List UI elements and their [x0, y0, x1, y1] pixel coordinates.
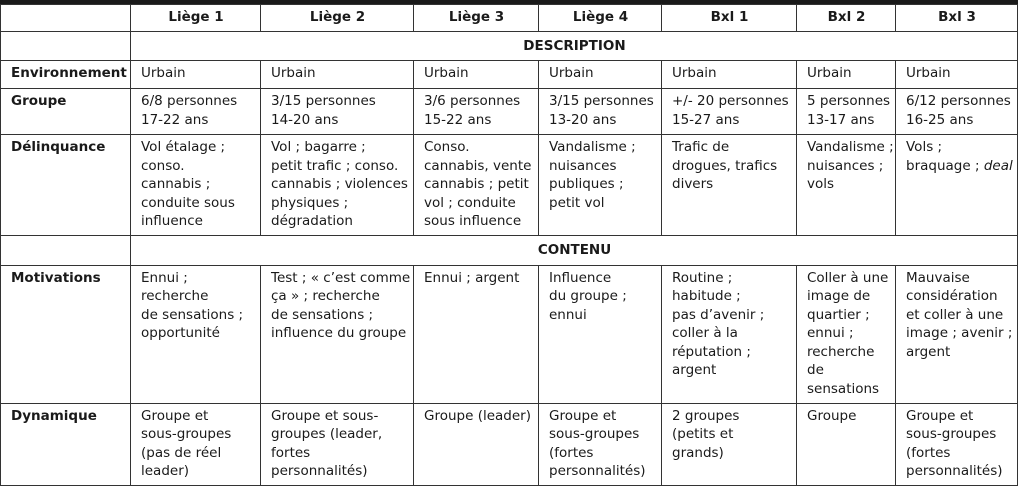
cell-line: influence: [141, 213, 203, 229]
cell-dynamique-liege-3: [414, 403, 539, 485]
cell-line: argent: [672, 362, 717, 378]
cell-line: publiques ;: [549, 176, 624, 192]
cell-environnement-liege-1: [131, 61, 261, 89]
cell-line: personnalités): [271, 463, 368, 479]
cell-line: Urbain: [672, 65, 717, 81]
cell-dynamique-bxl-1: [662, 403, 797, 485]
cell-delinquance-liege-3: [414, 135, 539, 236]
cell-line: sensations: [807, 380, 880, 397]
table-row: [1, 135, 1018, 236]
cell-line: sous influence: [424, 213, 522, 229]
cell-line: personnalités): [906, 463, 1003, 479]
cell-line: petit vol: [549, 194, 605, 211]
cell-line: coller à la: [672, 325, 738, 341]
cell-line: réputation ;: [672, 343, 751, 360]
row-header-groupe: Groupe: [1, 89, 131, 135]
cell-motivations-liege-1: [131, 265, 261, 403]
cell-dynamique-liege-4: [539, 403, 662, 485]
cell-line: du groupe ;: [549, 288, 627, 304]
cell-line: 16-25 ans: [906, 111, 974, 128]
table-row: [1, 61, 1018, 89]
cell-dynamique-liege-2: [261, 403, 414, 485]
cell-delinquance-liege-4: [539, 135, 662, 236]
cell-line: influence du groupe: [271, 325, 407, 341]
cell-line: ennui: [549, 306, 587, 323]
cell-line: de sensations ;: [271, 306, 374, 323]
corner-cell: [1, 5, 131, 32]
cell-groupe-liege-2: [261, 89, 414, 135]
cell-line: sous-groupes: [906, 426, 997, 442]
col-header-liege-3: Liège 3: [414, 5, 539, 32]
cell-line: 3/15 personnes: [271, 93, 376, 109]
cell-delinquance-liege-2: [261, 135, 414, 236]
cell-line: Groupe et: [141, 407, 209, 424]
cell-line: vols: [807, 176, 835, 192]
cell-line: divers: [672, 176, 714, 192]
cell-line: Groupe: [807, 407, 857, 424]
cell-line: 15-22 ans: [424, 111, 492, 128]
cell-line: Vandalisme ;: [549, 139, 636, 155]
cell-line: opportunité: [141, 325, 220, 341]
cell-line: argent: [906, 343, 951, 360]
cell-line: cannabis ; violences: [271, 176, 408, 192]
col-header-bxl-1: Bxl 1: [662, 5, 797, 32]
cell-line: cannabis ; petit: [424, 176, 529, 192]
section-spacer: [1, 31, 131, 61]
cell-line: leader): [141, 463, 190, 479]
cell-line: Routine ;: [672, 269, 733, 286]
cell-line: [906, 157, 1013, 176]
cell-motivations-liege-4: [539, 265, 662, 403]
section-title-contenu: CONTENU: [131, 236, 1018, 266]
cell-line: physiques ;: [271, 194, 349, 211]
cell-line: cannabis ;: [141, 176, 211, 192]
row-header-dynamique: Dynamique: [1, 403, 131, 485]
cell-line: Vols ;: [906, 139, 943, 155]
cell-line: Vandalisme ;: [807, 139, 894, 155]
cell-line: Urbain: [141, 65, 186, 81]
cell-line: de: [807, 362, 824, 378]
cell-groupe-bxl-3: [896, 89, 1018, 135]
cell-line: Vol étalage ;: [141, 139, 226, 155]
col-header-liege-2: Liège 2: [261, 5, 414, 32]
cell-line: Conso.: [424, 139, 470, 155]
cell-line: cannabis, vente: [424, 157, 532, 174]
cell-environnement-bxl-3: [896, 61, 1018, 89]
cell-line: 15-27 ans: [672, 111, 740, 128]
cell-line-part: braquage ;: [906, 157, 980, 174]
cell-line: petit trafic ; conso.: [271, 157, 399, 174]
cell-line: ennui ;: [807, 325, 854, 341]
section-row-contenu: [1, 236, 1018, 266]
cell-line: +/- 20 personnes: [672, 93, 789, 109]
cell-line: personnalités): [549, 463, 646, 479]
cell-delinquance-liege-1: [131, 135, 261, 236]
cell-line: Vol ; bagarre ;: [271, 139, 366, 155]
cell-line: grands): [672, 444, 724, 461]
col-header-bxl-2: Bxl 2: [797, 5, 896, 32]
cell-environnement-bxl-1: [662, 61, 797, 89]
cell-delinquance-bxl-1: [662, 135, 797, 236]
cell-line: Influence: [549, 269, 612, 286]
section-title-description: DESCRIPTION: [131, 31, 1018, 61]
cell-line: 5 personnes: [807, 93, 891, 109]
cell-line: fortes: [271, 444, 311, 461]
cell-line: Ennui ; argent: [424, 269, 520, 286]
cell-line: Groupe (leader): [424, 407, 531, 424]
cell-line: considération: [906, 288, 998, 304]
cell-motivations-bxl-2: [797, 265, 896, 403]
cell-line: 3/15 personnes: [549, 93, 654, 109]
cell-line: et coller à une: [906, 306, 1004, 323]
cell-environnement-liege-2: [261, 61, 414, 89]
cell-line: 13-20 ans: [549, 111, 617, 128]
cell-groupe-liege-1: [131, 89, 261, 135]
cell-line: Urbain: [271, 65, 316, 81]
cell-line: Ennui ;: [141, 269, 188, 286]
cell-line: (fortes: [549, 444, 594, 461]
cell-line: conso.: [141, 157, 185, 174]
cell-line: Groupe et: [906, 407, 974, 424]
cell-line: 6/8 personnes: [141, 93, 238, 109]
cell-line: Urbain: [906, 65, 951, 81]
cell-line: Groupe et sous-: [271, 407, 379, 424]
cell-line: Urbain: [807, 65, 852, 81]
cell-line: drogues, trafics: [672, 157, 778, 174]
row-header-delinquance: Délinquance: [1, 135, 131, 236]
cell-line: Groupe et: [549, 407, 617, 424]
cell-line: groupes (leader,: [271, 426, 383, 442]
cell-line: dégradation: [271, 213, 353, 229]
cell-line: vol ; conduite: [424, 194, 516, 211]
cell-environnement-liege-3: [414, 61, 539, 89]
cell-motivations-liege-3: [414, 265, 539, 403]
cell-line: Coller à une: [807, 269, 889, 286]
cell-line: sous-groupes: [141, 426, 232, 442]
section-spacer: [1, 236, 131, 266]
cell-line: image ; avenir ;: [906, 325, 1013, 341]
cell-line: ça » ; recherche: [271, 288, 380, 304]
cell-line: nuisances ;: [807, 157, 884, 174]
cell-environnement-liege-4: [539, 61, 662, 89]
cell-line: Urbain: [424, 65, 469, 81]
cell-dynamique-bxl-3: [896, 403, 1018, 485]
section-row-description: [1, 31, 1018, 61]
table-row: [1, 403, 1018, 485]
row-header-environnement: Environnement: [1, 61, 131, 89]
cell-line: 14-20 ans: [271, 111, 339, 128]
cell-line: image de: [807, 288, 871, 304]
cell-motivations-liege-2: [261, 265, 414, 403]
cell-motivations-bxl-1: [662, 265, 797, 403]
cell-dynamique-bxl-2: [797, 403, 896, 485]
cell-line: (petits et: [672, 426, 734, 442]
cell-line: quartier ;: [807, 306, 870, 323]
header-row: [1, 5, 1018, 32]
cell-line: Test ; « c’est comme: [271, 269, 411, 286]
cell-line: Urbain: [549, 65, 594, 81]
cell-line: sous-groupes: [549, 426, 640, 442]
cell-line: recherche: [141, 288, 209, 304]
cell-delinquance-bxl-2: [797, 135, 896, 236]
cell-line: 17-22 ans: [141, 111, 209, 128]
cell-line: 2 groupes: [672, 407, 740, 424]
table-row: [1, 89, 1018, 135]
cell-line: pas d’avenir ;: [672, 306, 765, 323]
cell-line: 13-17 ans: [807, 111, 875, 128]
cell-line: Trafic de: [672, 139, 730, 155]
comparison-table: [0, 4, 1018, 486]
cell-line: nuisances: [549, 157, 617, 174]
cell-line-part-italic: deal: [983, 157, 1013, 174]
cell-delinquance-bxl-3: [896, 135, 1018, 236]
cell-groupe-liege-4: [539, 89, 662, 135]
col-header-liege-4: Liège 4: [539, 5, 662, 32]
col-header-liege-1: Liège 1: [131, 5, 261, 32]
cell-line: habitude ;: [672, 288, 741, 304]
cell-environnement-bxl-2: [797, 61, 896, 89]
col-header-bxl-3: Bxl 3: [896, 5, 1018, 32]
cell-line: Mauvaise: [906, 269, 970, 286]
cell-line: (fortes: [906, 444, 951, 461]
table-row: [1, 265, 1018, 403]
cell-motivations-bxl-3: [896, 265, 1018, 403]
cell-line: recherche: [807, 343, 875, 360]
cell-groupe-bxl-2: [797, 89, 896, 135]
cell-dynamique-liege-1: [131, 403, 261, 485]
cell-line: conduite sous: [141, 194, 235, 211]
cell-line: (pas de réel: [141, 444, 222, 461]
cell-groupe-bxl-1: [662, 89, 797, 135]
cell-line: 3/6 personnes: [424, 93, 521, 109]
row-header-motivations: Motivations: [1, 265, 131, 403]
cell-groupe-liege-3: [414, 89, 539, 135]
cell-line: 6/12 personnes: [906, 93, 1011, 109]
cell-line: de sensations ;: [141, 306, 244, 323]
